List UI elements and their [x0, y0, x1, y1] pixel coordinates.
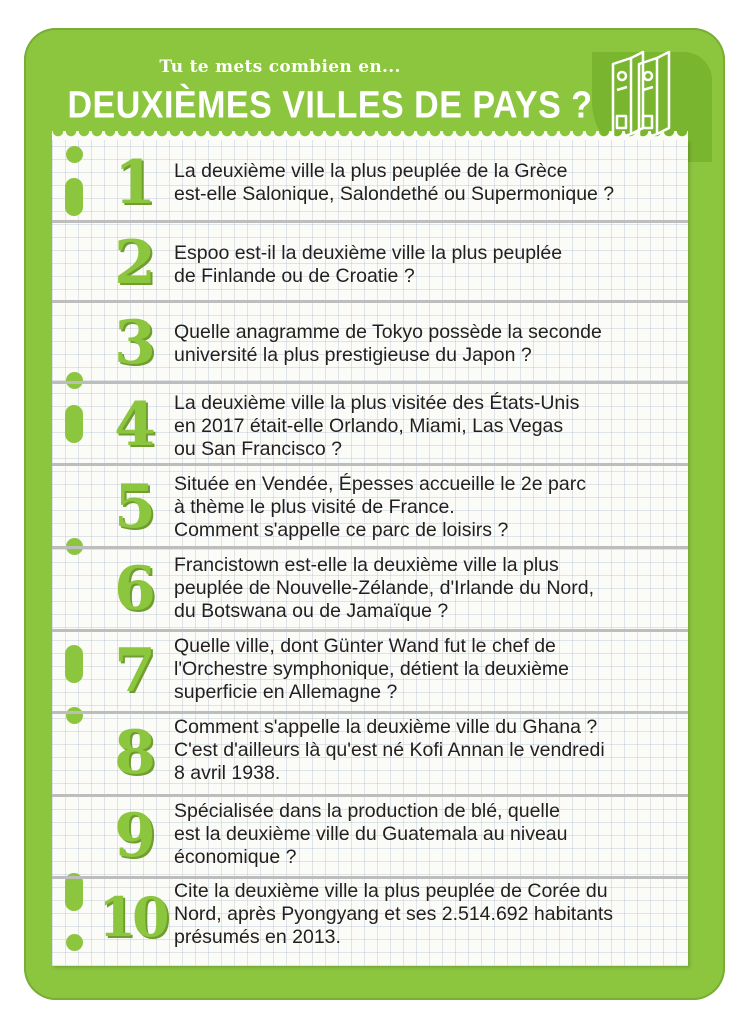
quiz-title: DEUXIÈMES VILLES DE PAYS ?	[67, 83, 593, 127]
question-text: La deuxième ville la plus peuplée de la Grèce est-elle Salonique, Salondethé ou Supermonique ?	[174, 160, 615, 205]
question-text: Quelle ville, dont Günter Wand fut le chef de l'Orchestre symphonique, détient la deuxième superficie en Allemagne ?	[174, 635, 570, 703]
question-text: Francistown est-elle la deuxième ville la plus peuplée de Nouvelle-Zélande, d'Irlande du Nord, du Botswana ou de Jamaïque ?	[174, 554, 595, 622]
question-number: 1	[114, 148, 156, 218]
question-number: 5	[114, 472, 156, 542]
question-text: Cite la deuxième ville la plus peuplée de Corée du Nord, après Pyongyang et ses 2.514.692 habitants présumés en 2013.	[174, 880, 614, 948]
question-number: 10	[98, 885, 166, 949]
question-text: Spécialisée dans la production de blé, quelle est la deuxième ville du Guatemala au niveau économique ?	[174, 800, 568, 868]
question-text: Espoo est-il la deuxième ville la plus peuplée de Finlande ou de Croatie ?	[174, 242, 563, 287]
question-text: Quelle anagramme de Tokyo possède la seconde université la plus prestigieuse du Japon ?	[174, 321, 602, 366]
question-number: 2	[114, 228, 156, 298]
question-text: Comment s'appelle la deuxième ville du Ghana ? C'est d'ailleurs là qu'est né Kofi Annan le vendredi 8 avril 1938.	[174, 716, 605, 784]
question-number: 9	[114, 801, 156, 871]
question-text: Située en Vendée, Épesses accueille le 2e parc à thème le plus visité de France. Comment s'appelle ce parc de loisirs ?	[174, 473, 586, 541]
question-number: 4	[114, 390, 156, 460]
quiz-subtitle: Tu te mets combien en...	[159, 57, 401, 77]
books-icon	[603, 46, 675, 142]
question-number: 3	[114, 308, 156, 378]
question-number: 8	[114, 718, 156, 788]
question-text: La deuxième ville la plus visitée des États-Unis en 2017 était-elle Orlando, Miami, Las Vegas ou San Francisco ?	[174, 392, 580, 460]
question-number: 7	[114, 636, 156, 706]
binder-hole	[66, 934, 83, 951]
question-number: 6	[114, 554, 156, 624]
